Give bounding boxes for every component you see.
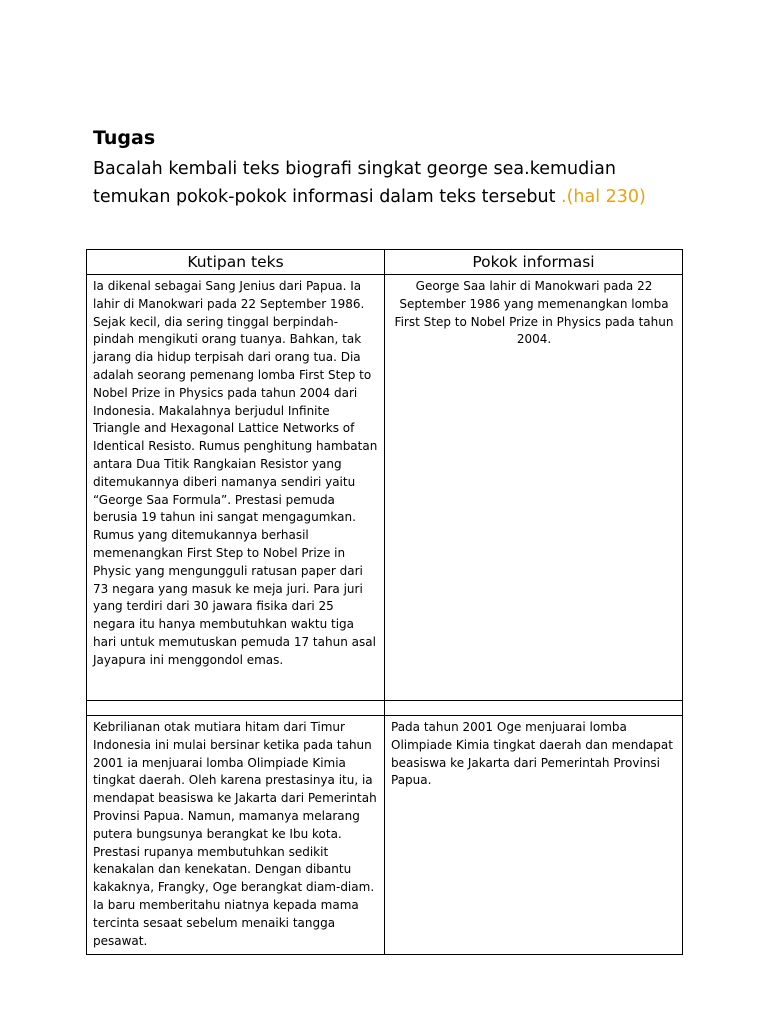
- quote-cell: Kebrilianan otak mutiara hitam dari Timur Indonesia ini mulai bersinar ketika pada tahun 2001 ia menjuarai lomba Olimpiade Kimia tingkat daerah. Oleh karena prestasinya itu, ia mendapat beasiswa ke Jakarta dari Pemerintah Provinsi Papua. Namun, mamanya melarang putera bungsunya berangkat ke Ibu kota. Prestasi rupanya membutuhkan sedikit kenakalan dan kenekatan. Dengan dibantu kakaknya, Frangky, Oge berangkat diam-diam. Ia baru memberitahu niatnya kepada mama tercinta sesaat sebelum menaiki tangga pesawat.: [87, 716, 385, 955]
- header-kutipan-teks: Kutipan teks: [87, 250, 385, 275]
- page-reference: .(hal 230): [561, 187, 646, 207]
- instruction-body: Bacalah kembali teks biografi singkat george sea.kemudian temukan pokok-pokok informasi dalam teks tersebut: [93, 159, 616, 207]
- spacer-cell: [87, 701, 385, 716]
- page-heading: Tugas: [93, 127, 156, 149]
- table-spacer-row: [87, 701, 683, 716]
- info-cell: George Saa lahir di Manokwari pada 22 September 1986 yang memenangkan lomba First Step to Nobel Prize in Physics pada tahun 2004.: [385, 275, 683, 701]
- header-pokok-informasi: Pokok informasi: [385, 250, 683, 275]
- quote-cell: Ia dikenal sebagai Sang Jenius dari Papua. Ia lahir di Manokwari pada 22 September 1986. Sejak kecil, dia sering tinggal berpindah-pindah mengikuti orang tuanya. Bahkan, tak jarang dia hidup terpisah dari orang tua. Dia adalah seorang pemenang lomba First Step to Nobel Prize in Physics pada tahun 2004 dari Indonesia. Makalahnya berjudul Infinite Triangle and Hexagonal Lattice Networks of Identical Resisto. Rumus penghitung hambatan antara Dua Titik Rangkaian Resistor yang ditemukannya diberi namanya sendiri yaitu “George Saa Formula”. Prestasi pemuda berusia 19 tahun ini sangat mengagumkan. Rumus yang ditemukannya berhasil memenangkan First Step to Nobel Prize in Physic yang mengungguli ratusan paper dari 73 negara yang masuk ke meja juri. Para juri yang terdiri dari 30 jawara fisika dari 25 negara itu hanya membutuhkan waktu tiga hari untuk memutuskan pemuda 17 tahun asal Jayapura ini menggondol emas.: [87, 275, 385, 701]
- info-cell: Pada tahun 2001 Oge menjuarai lomba Olimpiade Kimia tingkat daerah dan mendapat beasiswa ke Jakarta dari Pemerintah Provinsi Papua.: [385, 716, 683, 955]
- spacer-cell: [385, 701, 683, 716]
- info-table: [86, 249, 683, 955]
- table-row: [87, 275, 683, 701]
- instruction-text: [93, 155, 693, 211]
- table-header-row: [87, 250, 683, 275]
- table-row: [87, 716, 683, 955]
